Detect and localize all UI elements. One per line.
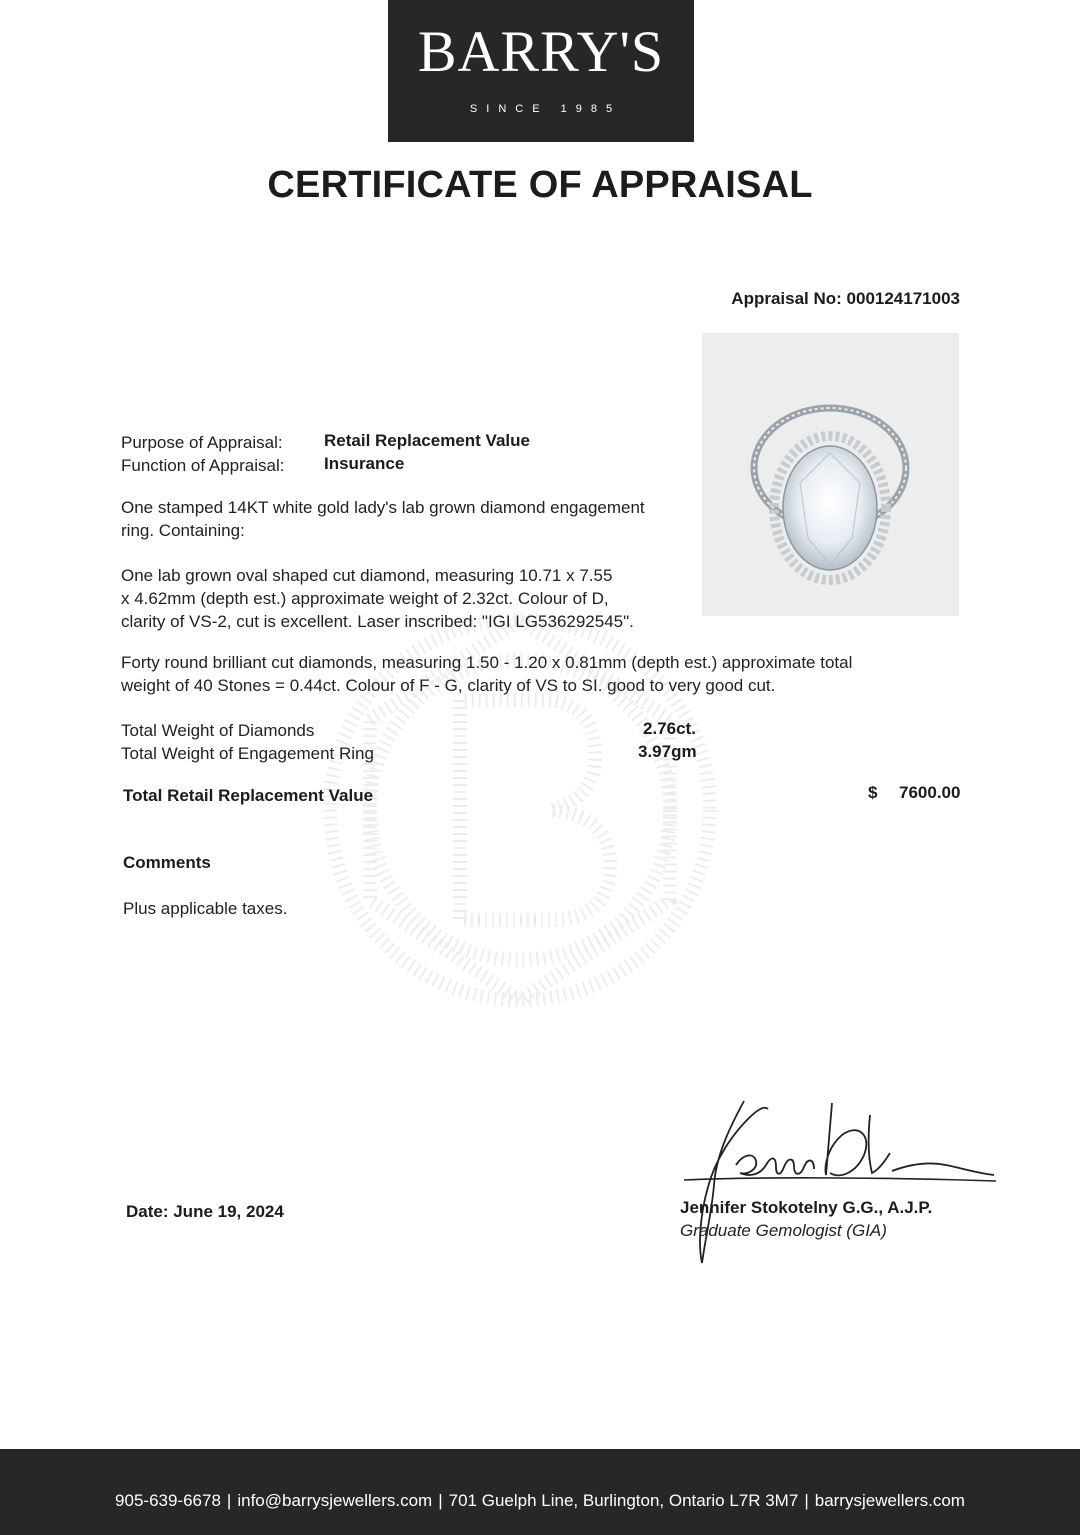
retail-value-label: Total Retail Replacement Value [123, 786, 374, 805]
currency-symbol: $ [868, 783, 878, 802]
ring-weight-label: Total Weight of Engagement Ring [121, 744, 374, 763]
page-title: CERTIFICATE OF APPRAISAL [267, 164, 813, 206]
purpose-label: Purpose of Appraisal: [121, 433, 283, 452]
side-stones-line: Forty round brilliant cut diamonds, measuring 1.50 - 1.20 x 0.81mm (depth est.) approximate total [121, 653, 853, 672]
appraisal-number: Appraisal No: 000124171003 [731, 289, 960, 308]
ring-description-line: ring. Containing: [121, 521, 245, 540]
appraiser-title: Graduate Gemologist (GIA) [680, 1221, 887, 1240]
ring-description-line: One stamped 14KT white gold lady's lab grown diamond engagement [121, 498, 645, 517]
comments-heading: Comments [123, 853, 211, 872]
footer-website: barrysjewellers.com [814, 1491, 965, 1510]
footer-separator: | [438, 1491, 443, 1510]
function-label: Function of Appraisal: [121, 456, 285, 475]
retail-value-amount: 7600.00 [899, 783, 961, 802]
function-value: Insurance [324, 454, 405, 473]
footer-address: 701 Guelph Line, Burlington, Ontario L7R 3M7 [448, 1491, 799, 1510]
brand-tagline: SINCE 1985 [469, 103, 622, 115]
footer-separator: | [804, 1491, 809, 1510]
ring-photo [702, 333, 959, 616]
brand-name: BARRY'S [417, 19, 665, 84]
brand-logo [388, 0, 694, 142]
center-stone-line: clarity of VS-2, cut is excellent. Laser inscribed: "IGI LG536292545". [121, 612, 634, 631]
center-stone-line: One lab grown oval shaped cut diamond, measuring 10.71 x 7.55 [121, 566, 613, 585]
appraiser-name: Jennifer Stokotelny G.G., A.J.P. [680, 1198, 933, 1217]
side-stones-description [121, 651, 852, 697]
footer-contact [0, 1491, 1080, 1511]
watermark-emblem-icon [250, 560, 790, 1080]
appraisal-date: Date: June 19, 2024 [126, 1202, 284, 1221]
diamond-weight-value: 2.76ct. [643, 719, 696, 738]
ring-image-icon [702, 333, 959, 616]
signature [676, 1095, 1006, 1275]
purpose-value: Retail Replacement Value [324, 431, 530, 450]
signature-scribble-icon [676, 1095, 1006, 1275]
center-stone-description [121, 564, 634, 633]
ring-weight-value: 3.97gm [638, 742, 697, 761]
diamond-weight-label: Total Weight of Diamonds [121, 721, 315, 740]
side-stones-line: weight of 40 Stones = 0.44ct. Colour of F - G, clarity of VS to SI. good to very good cut. [121, 676, 776, 695]
footer-email: info@barrysjewellers.com [237, 1491, 433, 1510]
center-stone-line: x 4.62mm (depth est.) approximate weight of 2.32ct. Colour of D, [121, 589, 609, 608]
footer-bar [0, 1449, 1080, 1535]
comments-text: Plus applicable taxes. [123, 899, 288, 918]
ring-description [121, 496, 645, 542]
watermark-logo [250, 560, 790, 1080]
footer-phone: 905-639-6678 [115, 1491, 221, 1510]
footer-separator: | [226, 1491, 232, 1510]
